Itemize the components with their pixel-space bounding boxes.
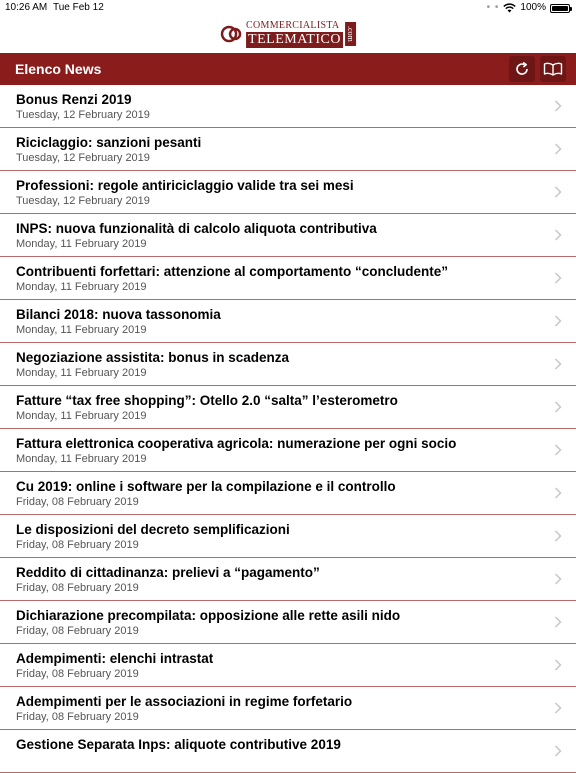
news-row[interactable] [0, 85, 576, 128]
logo-text [246, 21, 343, 48]
nav-bar [0, 53, 576, 85]
logo-line1: COMMERCIALISTA [246, 19, 340, 31]
news-date: Monday, 11 February 2019 [16, 367, 147, 379]
news-date: Monday, 11 February 2019 [16, 453, 147, 465]
news-date: Friday, 08 February 2019 [16, 496, 139, 508]
news-row[interactable] [0, 214, 576, 257]
news-date: Monday, 11 February 2019 [16, 324, 147, 336]
logo-mark-icon [220, 22, 244, 46]
news-title: Fatture “tax free shopping”: Otello 2.0 “salta” l’esterometro [16, 393, 398, 408]
news-row[interactable] [0, 558, 576, 601]
news-row[interactable] [0, 128, 576, 171]
chevron-right-icon [554, 487, 562, 499]
news-date: Monday, 11 February 2019 [16, 238, 147, 250]
news-title: Fattura elettronica cooperativa agricola: numerazione per ogni socio [16, 436, 457, 451]
news-row[interactable] [0, 730, 576, 773]
news-title: INPS: nuova funzionalità di calcolo aliquota contributiva [16, 221, 377, 236]
news-row[interactable] [0, 300, 576, 343]
news-date: Tuesday, 12 February 2019 [16, 195, 150, 207]
news-date: Friday, 08 February 2019 [16, 711, 139, 723]
news-row[interactable] [0, 343, 576, 386]
refresh-icon [514, 61, 530, 77]
news-row[interactable] [0, 515, 576, 558]
news-title: Riciclaggio: sanzioni pesanti [16, 135, 202, 150]
book-button[interactable] [540, 56, 566, 82]
chevron-right-icon [554, 358, 562, 370]
logo-suffix: .com [345, 22, 356, 46]
chevron-right-icon [554, 444, 562, 456]
news-row[interactable] [0, 472, 576, 515]
news-date: Tuesday, 12 February 2019 [16, 152, 150, 164]
news-title: Cu 2019: online i software per la compilazione e il controllo [16, 479, 396, 494]
news-row[interactable] [0, 429, 576, 472]
app-logo [220, 20, 356, 48]
news-title: Professioni: regole antiriciclaggio valide tra sei mesi [16, 178, 354, 193]
news-row[interactable] [0, 386, 576, 429]
battery-icon [550, 4, 570, 13]
status-bar [0, 0, 576, 16]
news-list [0, 85, 576, 773]
news-row[interactable] [0, 171, 576, 214]
news-title: Dichiarazione precompilata: opposizione alle rette asili nido [16, 608, 401, 623]
news-title: Bilanci 2018: nuova tassonomia [16, 307, 221, 322]
chevron-right-icon [554, 186, 562, 198]
chevron-right-icon [554, 100, 562, 112]
news-row[interactable] [0, 644, 576, 687]
news-title: Adempimenti: elenchi intrastat [16, 651, 214, 666]
news-title: Reddito di cittadinanza: prelievi a “pagamento” [16, 565, 320, 580]
news-date: Friday, 08 February 2019 [16, 582, 139, 594]
chevron-right-icon [554, 229, 562, 241]
news-title: Negoziazione assistita: bonus in scadenza [16, 350, 290, 365]
chevron-right-icon [554, 702, 562, 714]
news-date: Monday, 11 February 2019 [16, 281, 147, 293]
status-date: Tue Feb 12 [53, 2, 104, 13]
news-date: Friday, 08 February 2019 [16, 668, 139, 680]
news-title: Bonus Renzi 2019 [16, 92, 132, 107]
status-time: 10:26 AM [5, 2, 48, 13]
chevron-right-icon [554, 315, 562, 327]
news-date: Tuesday, 12 February 2019 [16, 109, 150, 121]
news-title: Gestione Separata Inps: aliquote contributive 2019 [16, 737, 341, 752]
chevron-right-icon [554, 530, 562, 542]
chevron-right-icon [554, 745, 562, 757]
wifi-icon [503, 3, 516, 13]
book-icon [543, 61, 563, 77]
battery-fill [552, 6, 568, 11]
news-row[interactable] [0, 601, 576, 644]
news-row[interactable] [0, 687, 576, 730]
chevron-right-icon [554, 401, 562, 413]
news-date: Friday, 08 February 2019 [16, 539, 139, 551]
news-title: Adempimenti per le associazioni in regime forfetario [16, 694, 353, 709]
chevron-right-icon [554, 143, 562, 155]
page-title: Elenco News [15, 61, 102, 77]
news-title: Le disposizioni del decreto semplificazioni [16, 522, 290, 537]
chevron-right-icon [554, 272, 562, 284]
battery-percent: 100% [520, 2, 546, 13]
dots-icon: • • [486, 2, 500, 13]
refresh-button[interactable] [509, 56, 535, 82]
chevron-right-icon [554, 659, 562, 671]
news-date: Monday, 11 February 2019 [16, 410, 147, 422]
logo-line2: TELEMATICO [248, 31, 341, 47]
chevron-right-icon [554, 573, 562, 585]
news-title: Contribuenti forfettari: attenzione al comportamento “concludente” [16, 264, 449, 279]
status-right [487, 0, 570, 16]
news-row[interactable] [0, 257, 576, 300]
chevron-right-icon [554, 616, 562, 628]
news-date: Friday, 08 February 2019 [16, 625, 139, 637]
